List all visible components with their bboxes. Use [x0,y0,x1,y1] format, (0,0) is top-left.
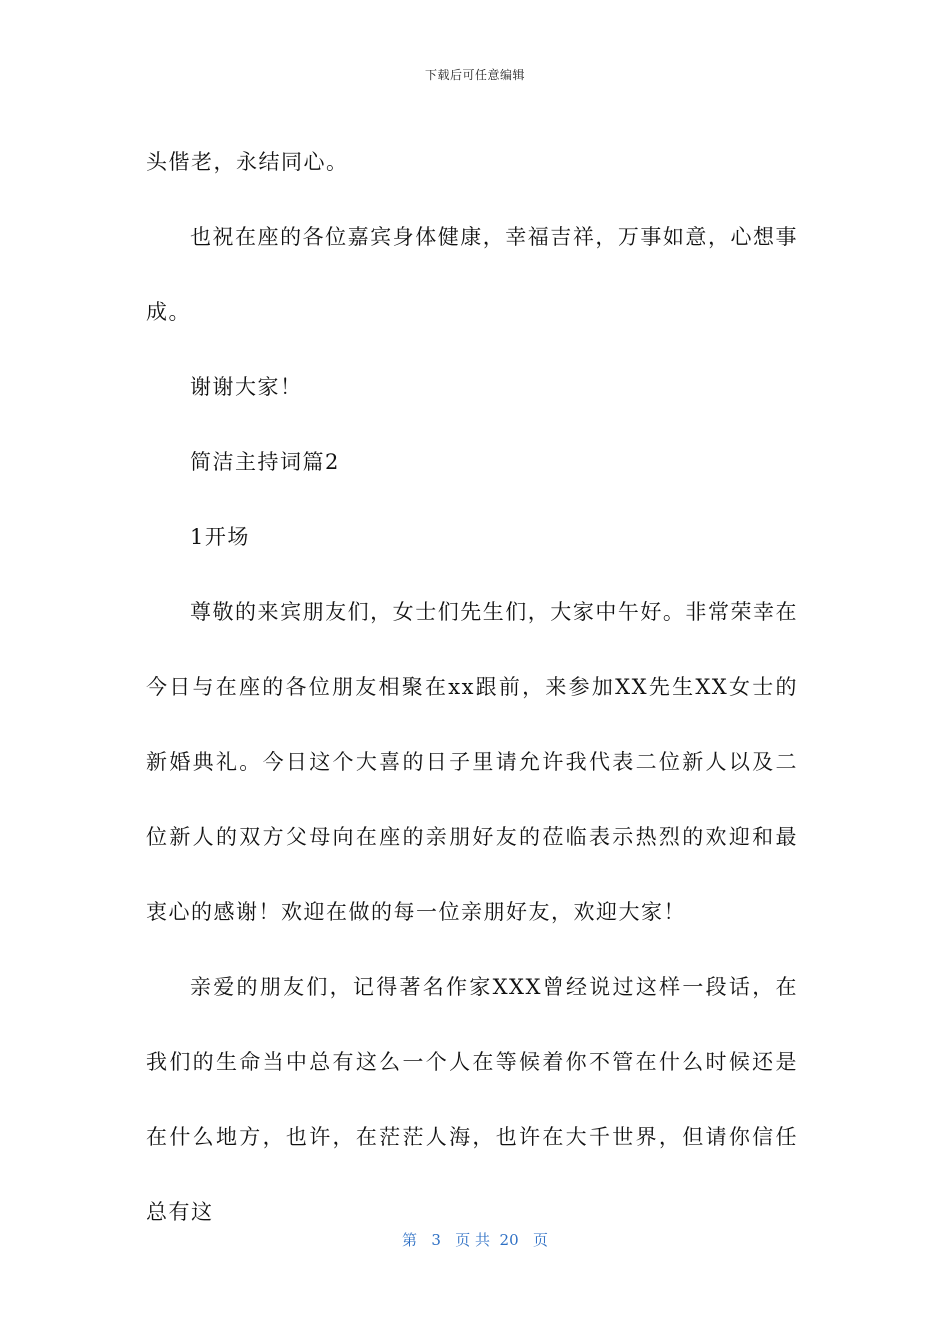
paragraph: 头偕老，永结同心。 [146,150,349,174]
document-body [146,125,798,1250]
subsection-heading: 1开场 [190,525,250,549]
paragraph: 也祝在座的各位嘉宾身体健康，幸福吉祥，万事如意，心想事成。 [146,225,798,324]
paragraph: 尊敬的来宾朋友们，女士们先生们，大家中午好。非常荣幸在今日与在座的各位朋友相聚在xx跟前，来参加XX先生XX女士的新婚典礼。今日这个大喜的日子里请允许我代表二位新人以及二位新人的双方父母向在座的亲朋好友的莅临表示热烈的欢迎和最衷心的感谢！欢迎在做的每一位亲朋好友，欢迎大家！ [146,600,798,924]
footer-label-page: 第 [402,1231,418,1249]
footer-label-of: 页 共 [455,1231,490,1249]
section-heading: 简洁主持词篇2 [190,450,340,474]
paragraph: 谢谢大家！ [190,375,303,399]
page-footer [0,1229,950,1250]
paragraph: 亲爱的朋友们，记得著名作家XXX曾经说过这样一段话，在我们的生命当中总有这么一个人在等候着你不管在什么时候还是在什么地方，也许，在茫茫人海，也许在大千世界，但请你信任总有这 [146,975,798,1224]
footer-label-end: 页 [532,1231,548,1249]
current-page-number: 3 [431,1231,441,1249]
total-pages-number: 20 [499,1231,519,1249]
header-text: 下载后可任意编辑 [424,68,525,82]
page-header [0,66,950,83]
